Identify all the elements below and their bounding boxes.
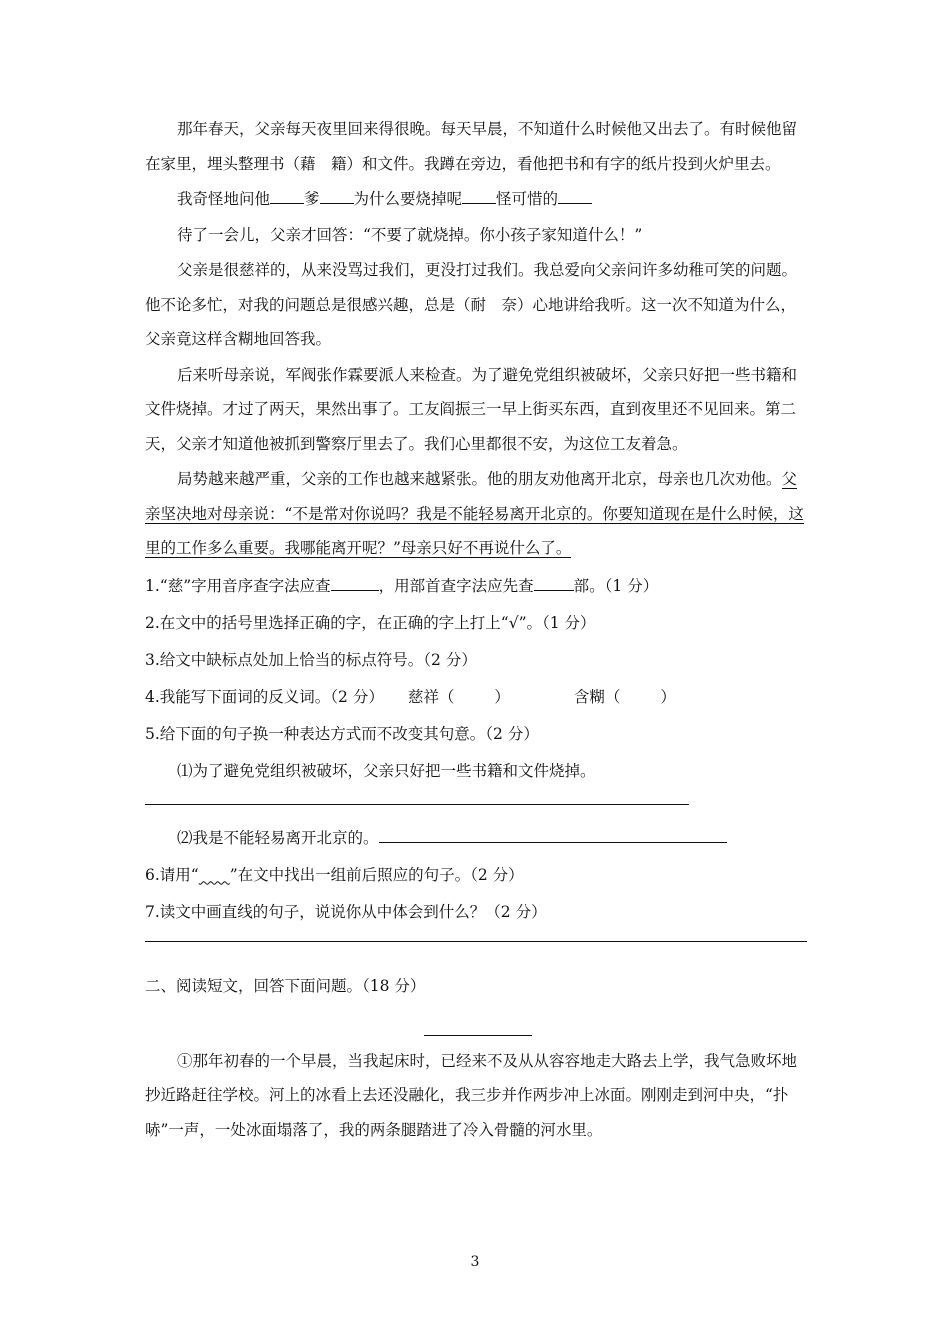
p2-segment: 爹 xyxy=(304,190,320,208)
p6-plain-text: 局势越来越严重，父亲的工作也越来越紧张。他的朋友劝他离开北京，母亲也几次劝他。 xyxy=(177,470,782,488)
document-page xyxy=(145,112,810,1148)
question-7: 7.读文中画直线的句子，说说你从中体会到什么？（2 分） xyxy=(145,902,547,921)
p2-segment: 怪可惜的 xyxy=(496,190,559,208)
punctuation-blank[interactable] xyxy=(462,186,496,204)
p2-segment: 我奇怪地问他 xyxy=(177,190,271,208)
underlined-sentence: 父亲坚决地对母亲说：“不是常对你说吗？我是不能轻易离开北京的。你要知道现在是什么时候，这里的工作多么重要。我哪能离开呢？”母亲只好不再说什么了。 xyxy=(145,470,804,557)
section-2-paragraph-1: ①那年初春的一个早晨，当我起床时，已经来不及从从容容地走大路去上学，我气急败坏地抄近路赶往学校。河上的冰看上去还没融化，我三步并作两步冲上冰面。刚刚走到河中央，“扑哧”一声，一处冰面塌落了，我的两条腿踏进了冷入骨髓的河水里。 xyxy=(145,1051,798,1139)
answer-line[interactable] xyxy=(145,804,689,805)
question-3: 3.给文中缺标点处加上恰当的标点符号。（2 分） xyxy=(145,650,477,669)
question-6: 6.请用“ ”在文中找出一组前后照应的句子。（2 分） xyxy=(145,865,524,884)
answer-blank[interactable] xyxy=(534,573,574,591)
wavy-underline-symbol xyxy=(199,866,230,884)
p2-segment: 为什么要烧掉呢 xyxy=(353,190,463,208)
passage1-paragraph-3: 待了一会儿，父亲才回答：“不要了就烧掉。你小孩子家知道什么！” xyxy=(177,225,643,244)
answer-line[interactable] xyxy=(145,941,807,942)
question-4: 4.我能写下面词的反义词。（2 分） 慈祥（ ） 含糊（ ） xyxy=(145,687,676,706)
passage1-paragraph-6 xyxy=(145,462,810,566)
question-2: 2.在文中的括号里选择正确的字，在正确的字上打上“√”。（1 分） xyxy=(145,613,596,632)
answer-blank[interactable] xyxy=(331,573,379,591)
question-5-part-2: ⑵我是不能轻易离开北京的。 xyxy=(145,825,810,849)
page-number: 3 xyxy=(470,1254,480,1270)
question-5-part-1: ⑴为了避免党组织被破坏，父亲只好把一些书籍和文件烧掉。 xyxy=(177,761,596,780)
question-1: 1.“慈”字用音序查字法应查 ，用部首查字法应先查 部。（1 分） xyxy=(145,573,810,597)
passage1-paragraph-2 xyxy=(145,182,810,217)
punctuation-blank[interactable] xyxy=(270,186,304,204)
question-5: 5.给下面的句子换一种表达方式而不改变其句意。（2 分） xyxy=(145,724,539,743)
passage1-paragraph-4: 父亲是很慈祥的，从来没骂过我们，更没打过我们。我总爱向父亲问许多幼稚可笑的问题。他不论多忙，对我的问题总是很感兴趣，总是（耐 奈）心地讲给我听。这一次不知道为什么，父亲竟这样含糊地回答我。 xyxy=(145,261,798,348)
punctuation-blank[interactable] xyxy=(558,186,592,204)
section-2-heading: 二、阅读短文，回答下面问题。（18 分） xyxy=(145,976,426,995)
passage1-paragraph-5: 后来听母亲说，军阀张作霖要派人来检查。为了避免党组织被破坏，父亲只好把一些书籍和文件烧掉。才过了两天，果然出事了。工友阎振三一早上街买东西，直到夜里还不见回来。第二天，父亲才知道他被抓到警察厅里去了。我们心里都很不安，为这位工友着急。 xyxy=(145,365,798,453)
passage1-paragraph-1: 那年春天，父亲每天夜里回来得很晚。每天早晨，不知道什么时候他又出去了。有时候他留在家里，埋头整理书（藉 籍）和文件。我蹲在旁边，看他把书和有字的纸片投到火炉里去。 xyxy=(145,120,798,173)
answer-line[interactable] xyxy=(379,825,727,843)
punctuation-blank[interactable] xyxy=(320,186,354,204)
